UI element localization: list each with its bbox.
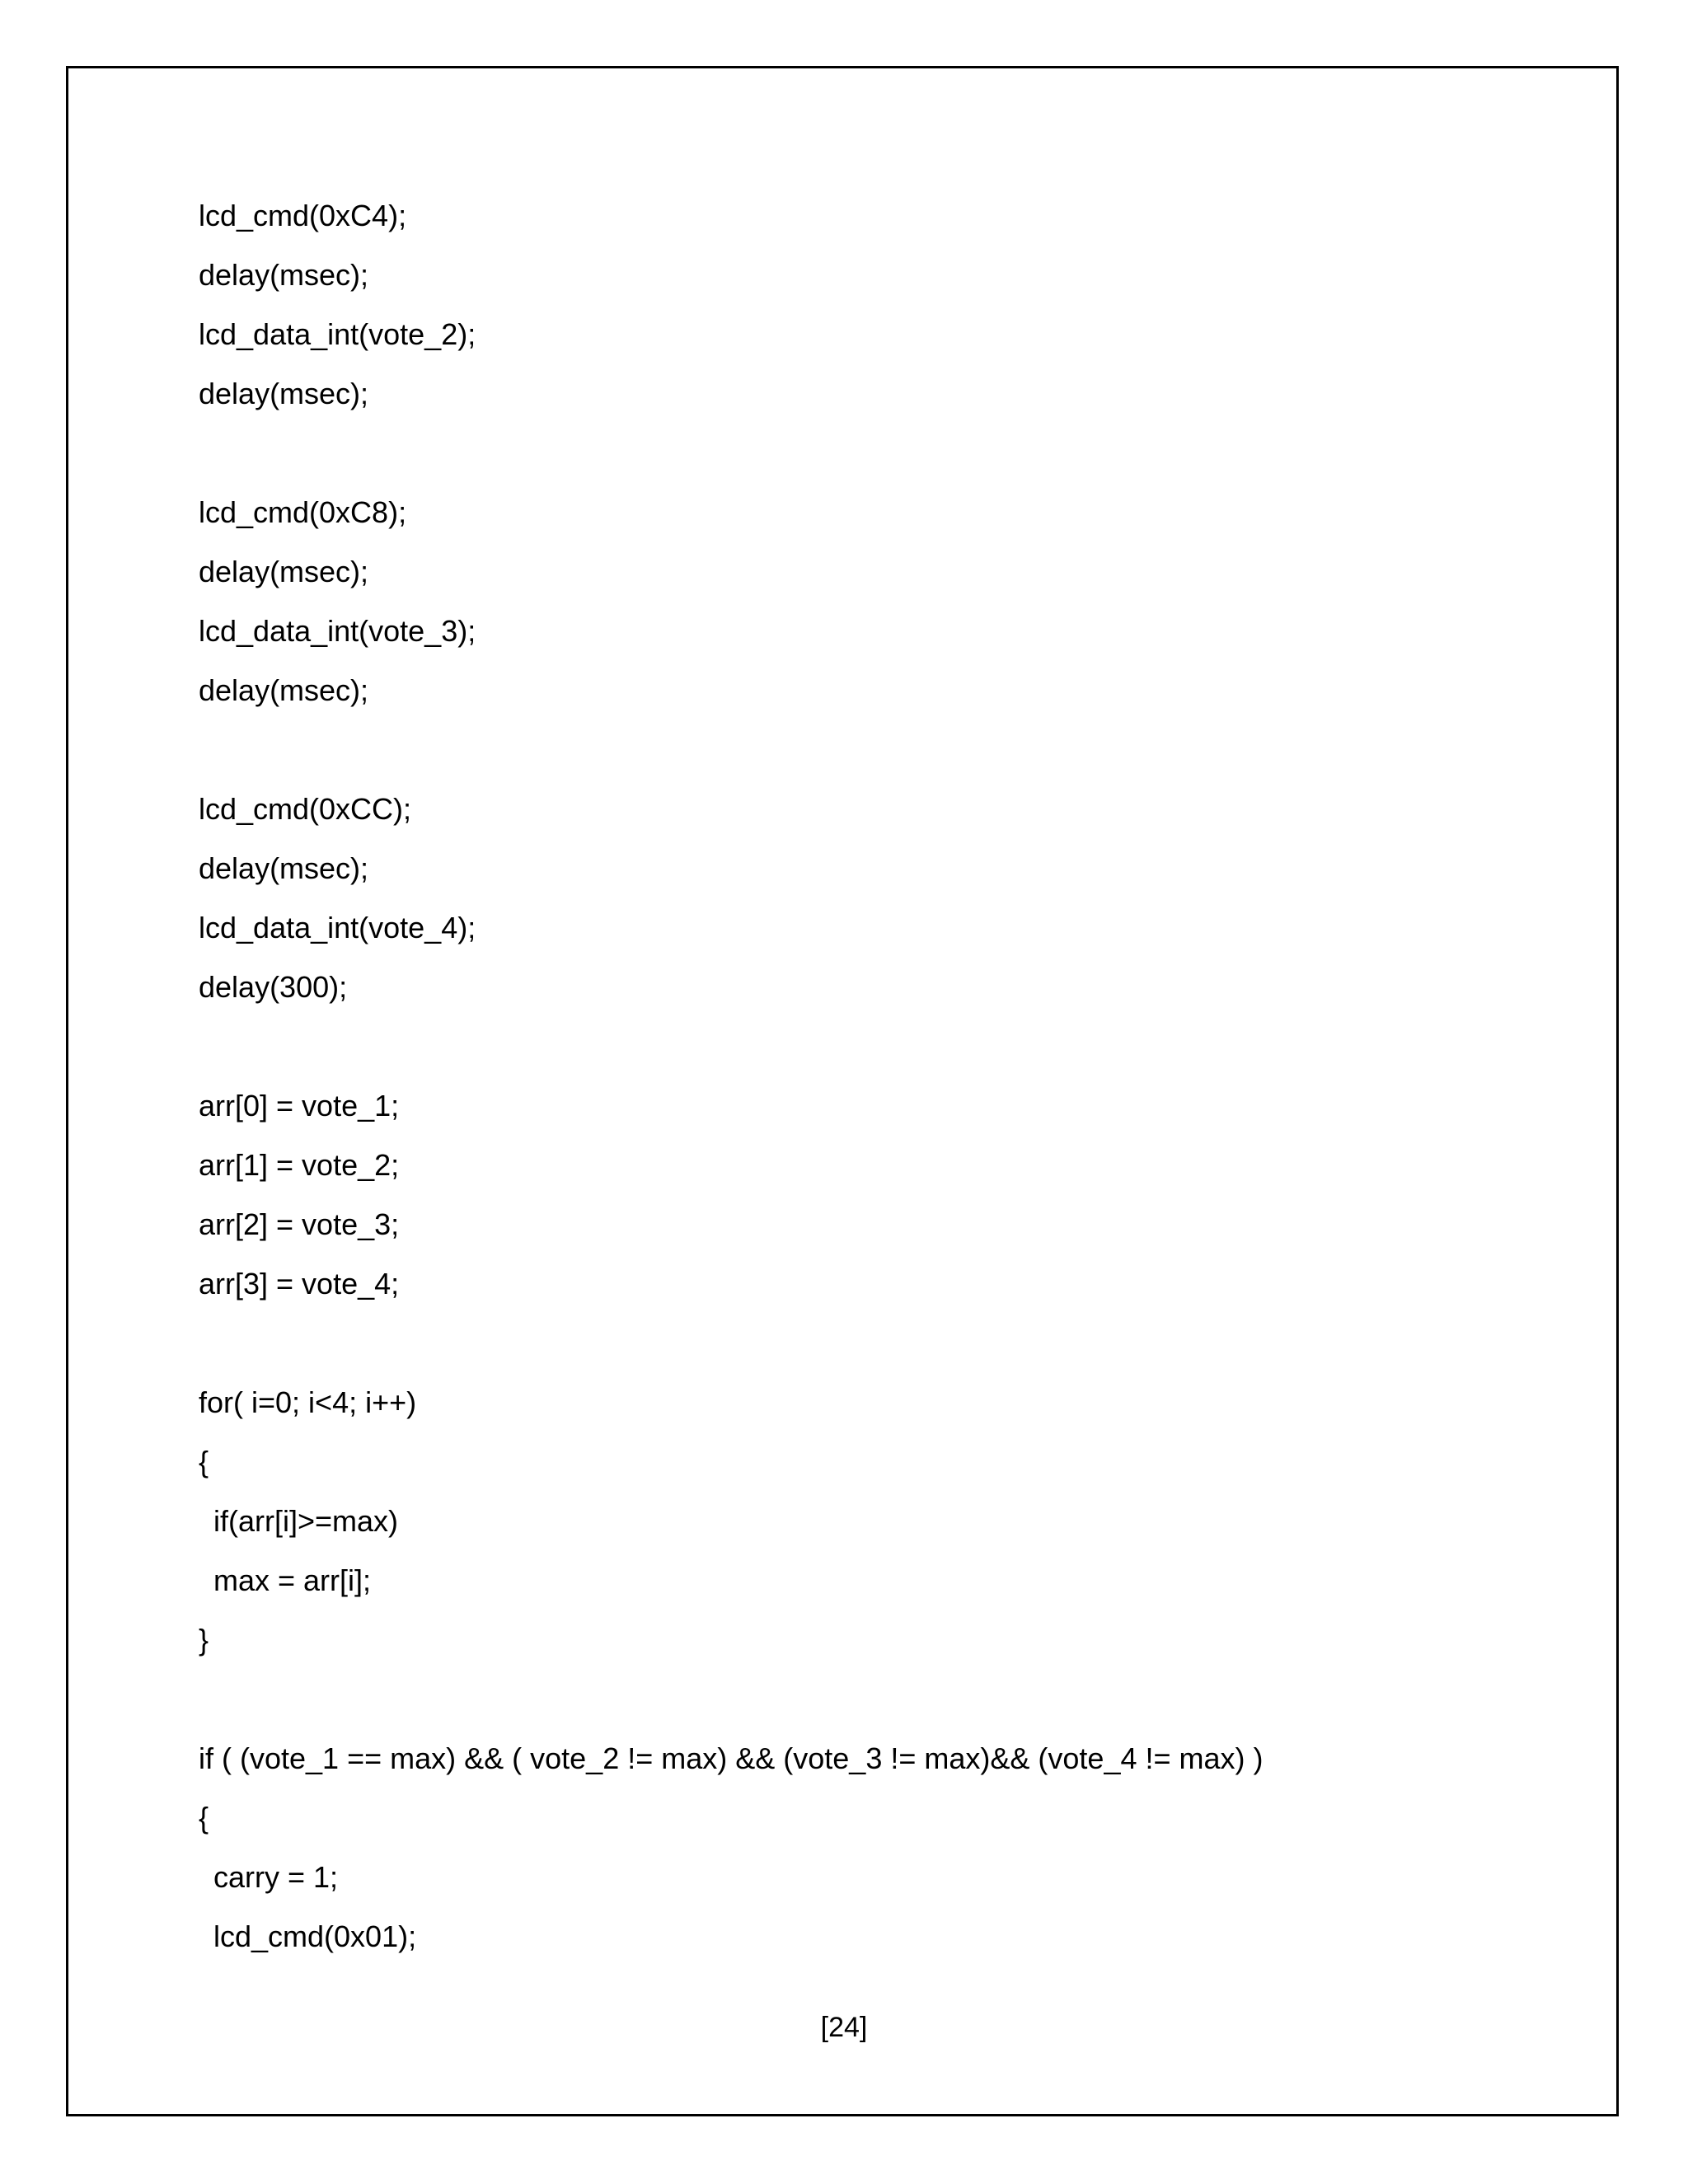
- code-line: lcd_cmd(0x01);: [213, 1919, 417, 1953]
- code-line: delay(300);: [199, 970, 348, 1004]
- code-line: {: [199, 1801, 209, 1835]
- code-line: carry = 1;: [213, 1860, 339, 1894]
- blank-line: [199, 1024, 1559, 1083]
- code-line: if(arr[i]>=max): [213, 1504, 399, 1538]
- code-line: lcd_cmd(0xCC);: [199, 792, 412, 826]
- code-line: arr[2] = vote_3;: [199, 1207, 400, 1241]
- code-line: arr[0] = vote_1;: [199, 1089, 400, 1122]
- code-line: arr[3] = vote_4;: [199, 1267, 400, 1301]
- code-line: arr[1] = vote_2;: [199, 1148, 400, 1182]
- code-line: {: [199, 1445, 209, 1479]
- code-line: delay(msec);: [199, 673, 369, 707]
- code-line: delay(msec);: [199, 377, 369, 410]
- code-line: max = arr[i];: [213, 1563, 372, 1597]
- code-line: }: [199, 1623, 209, 1657]
- code-line: lcd_cmd(0xC4);: [199, 199, 407, 232]
- code-line: delay(msec);: [199, 258, 369, 292]
- code-line: lcd_data_int(vote_2);: [199, 317, 476, 351]
- blank-line: [199, 727, 1559, 786]
- code-line: delay(msec);: [199, 555, 369, 588]
- code-line: lcd_data_int(vote_4);: [199, 911, 476, 944]
- code-line: for( i=0; i<4; i++): [199, 1385, 417, 1419]
- code-line: delay(msec);: [199, 851, 369, 885]
- code-line: lcd_cmd(0xC8);: [199, 495, 407, 529]
- blank-line: [199, 430, 1559, 490]
- code-line: lcd_data_int(vote_3);: [199, 614, 476, 648]
- blank-line: [199, 1320, 1559, 1380]
- blank-line: [199, 1676, 1559, 1736]
- code-line: if ( (vote_1 == max) && ( vote_2 != max) && (vote_3 != max)&& (vote_4 != max) ): [199, 1741, 1264, 1775]
- code-block: [199, 193, 1559, 1973]
- page-number: [24]: [820, 2012, 868, 2043]
